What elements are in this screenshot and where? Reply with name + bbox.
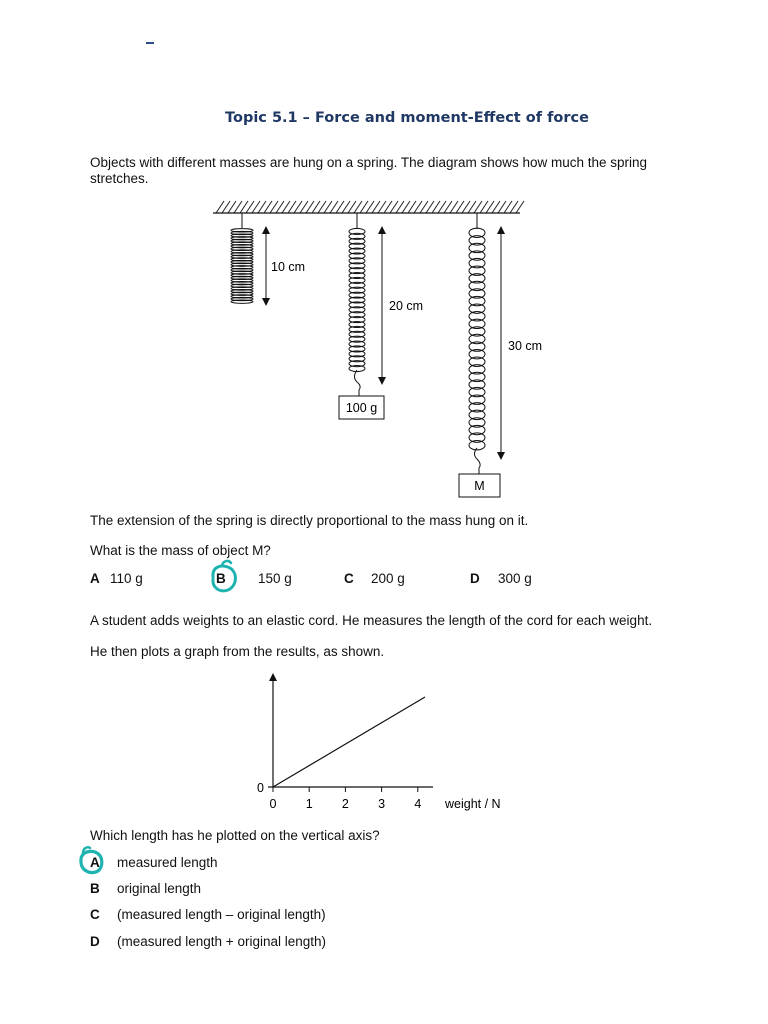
option-text: (measured length – original length): [117, 907, 326, 922]
option-value: 110 g: [110, 571, 143, 586]
q2-option-c[interactable]: [90, 907, 326, 922]
x-tick-label-2: 2: [341, 797, 349, 811]
answer-circle-a: [74, 842, 110, 878]
x-tick-label-1: 1: [305, 797, 313, 811]
header-mark: [146, 42, 154, 44]
spring-3-label: 30 cm: [508, 339, 543, 353]
option-text: original length: [117, 881, 202, 896]
spring-diagram: [0, 190, 768, 500]
q1-statement: The extension of the spring is directly proportional to the mass hung on it.: [90, 513, 529, 528]
q2-intro: A student adds weights to an elastic cord. He measures the length of the cord for each weight.: [90, 613, 653, 628]
mass-100g-label: 100 g: [345, 401, 378, 415]
option-text: (measured length + original length): [117, 934, 326, 949]
x-tick-label-0: 0: [269, 797, 277, 811]
ceiling: [213, 201, 524, 213]
q1-option-d[interactable]: [470, 571, 532, 586]
q1-option-c[interactable]: [344, 571, 405, 586]
y-tick-label-0: 0: [257, 781, 264, 795]
q1-question: What is the mass of object M?: [90, 543, 271, 558]
q2-option-d[interactable]: [90, 934, 326, 949]
option-value: 150 g: [258, 571, 292, 586]
q1-options: [90, 571, 710, 589]
page-title: Topic 5.1 – Force and moment-Effect of force: [225, 110, 589, 126]
x-axis-label: weight / N: [445, 797, 501, 811]
x-ticks: [268, 787, 421, 811]
option-value: 200 g: [371, 571, 405, 586]
option-letter: B: [90, 881, 100, 896]
option-letter: C: [90, 907, 100, 922]
option-text: measured length: [117, 855, 218, 870]
option-letter: C: [344, 571, 354, 586]
series-line: [273, 697, 425, 787]
option-letter: D: [470, 571, 480, 586]
q2-question: Which length has he plotted on the vertical axis?: [90, 828, 380, 843]
spring-3: [469, 213, 485, 474]
option-letter: A: [90, 571, 100, 586]
spring-2-label: 20 cm: [389, 299, 424, 313]
option-letter: A: [90, 855, 100, 870]
weight-length-graph: [240, 668, 540, 818]
q1-option-a[interactable]: [90, 571, 143, 586]
data-series: [273, 697, 425, 787]
x-tick-label-3: 3: [378, 797, 386, 811]
q2-intro-2: He then plots a graph from the results, as shown.: [90, 644, 385, 659]
spring-2: [349, 213, 365, 396]
spring-1: [231, 213, 253, 303]
q1-intro: Objects with different masses are hung on a spring. The diagram shows how much the spring stretches.: [90, 155, 648, 186]
answer-circle-b: [204, 556, 244, 596]
q2-option-b[interactable]: [90, 881, 201, 896]
option-letter: B: [216, 571, 226, 586]
option-value: 300 g: [498, 571, 532, 586]
spring-1-label: 10 cm: [271, 260, 306, 274]
option-letter: D: [90, 934, 100, 949]
x-tick-label-4: 4: [414, 797, 422, 811]
mass-M-label: M: [474, 479, 485, 493]
